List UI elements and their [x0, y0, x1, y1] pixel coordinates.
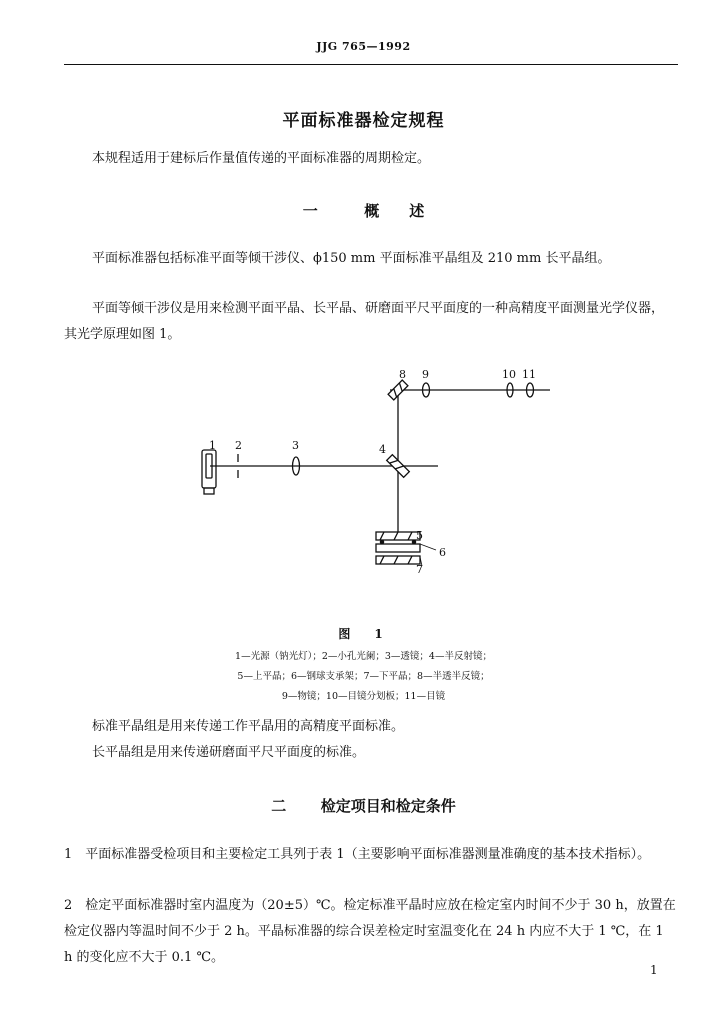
- diagram-label-5: 5: [416, 529, 423, 542]
- figure-caption: 图 1: [338, 627, 389, 641]
- figure-legend-line-2: 5—上平晶；6—钢球支承架；7—下平晶；8—半透半反镜；: [237, 671, 490, 682]
- diagram-label-10: 10: [502, 368, 516, 381]
- section-1-heading: [0, 200, 727, 221]
- sodium-lamp-icon: [202, 450, 216, 494]
- diagram-label-8: 8: [399, 368, 406, 381]
- overview-paragraph-2: 平面等倾干涉仪是用来检测平面平晶、长平晶、研磨面平尺平面度的一种高精度平面测量光学仪器，其光学原理如图 1。: [64, 301, 665, 342]
- intro-paragraph: 本规程适用于建标后作量值传递的平面标准器的周期检定。: [92, 151, 431, 166]
- standard-flat-paragraph: 标准平晶组是用来传递工作平晶用的高精度平面标准。: [92, 719, 405, 734]
- document-title: 平面标准器检定规程: [282, 111, 445, 131]
- overview-paragraph-1: 平面标准器包括标准平面等倾干涉仪、ϕ150 mm 平面标准平晶组及 210 mm 长平晶组。: [92, 251, 611, 266]
- diagram-label-7: 7: [416, 563, 423, 576]
- item-2-paragraph: 2 检定平面标准器时室内温度为（20±5）℃。检定标准平晶时应放在检定室内时间不少于 30 h，放置在检定仪器内等温时间不少于 2 h。平晶标准器的综合误差检定时室温变化在 24 h 内应不大于 1 ℃，在 1 h 的变化应不大于 0.1 ℃。: [64, 898, 676, 965]
- header-divider: [64, 64, 678, 65]
- figure-legend-line-3: 9—物镜；10—目镜分划板；11—目镜: [281, 691, 446, 702]
- section-2-title: 检定项目和检定条件: [320, 797, 456, 815]
- figure-legend-line-1: 1—光源（钠光灯）；2—小孔光阑；3—透镜；4—半反射镜；: [235, 651, 492, 662]
- flat-stack-icon: [376, 532, 420, 564]
- item-1-paragraph: 1 平面标准器受检项目和主要检定工具列于表 1（主要影响平面标准器测量准确度的基本技术指标）。: [64, 847, 651, 862]
- long-flat-paragraph: 长平晶组是用来传递研磨面平尺平面度的标准。: [92, 745, 366, 760]
- section-2-heading: [0, 795, 727, 816]
- diagram-label-2: 2: [235, 439, 242, 452]
- header-standard-code: JJG 765—1992: [316, 40, 411, 53]
- section-1-title: 概 述: [364, 202, 425, 220]
- diagram-label-3: 3: [292, 439, 299, 452]
- section-2-number: 二: [271, 797, 287, 815]
- page-number: 1: [650, 963, 658, 977]
- section-1-number: 一: [302, 202, 318, 220]
- diagram-label-1: 1: [209, 439, 216, 452]
- diagram-label-6: 6: [439, 546, 446, 559]
- optical-principle-diagram: [180, 358, 560, 588]
- diagram-label-11: 11: [522, 368, 536, 381]
- diagram-label-4: 4: [379, 443, 386, 456]
- diagram-label-9: 9: [422, 368, 429, 381]
